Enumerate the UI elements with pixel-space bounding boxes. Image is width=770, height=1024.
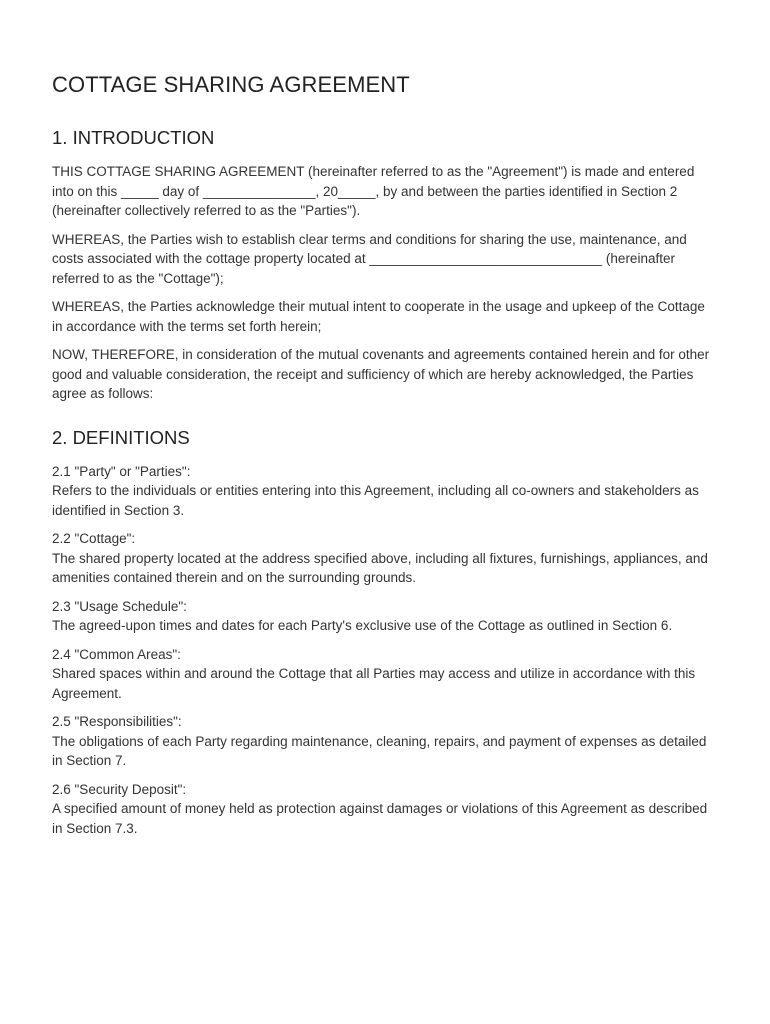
- definition-item: [52, 645, 718, 704]
- definition-term: 2.2 "Cottage":: [52, 531, 136, 546]
- definition-item: [52, 712, 718, 771]
- definition-term: 2.4 "Common Areas":: [52, 646, 181, 662]
- definition-item: [52, 462, 718, 521]
- definition-term: 2.6 "Security Deposit":: [52, 781, 187, 797]
- definition-item: [52, 780, 718, 839]
- introduction-heading: 1. INTRODUCTION: [52, 127, 215, 148]
- definition-body: The shared property located at the address specified above, including all fixtures, furnishings, appliances, and amenities contained therein and on the surrounding grounds.: [52, 550, 708, 585]
- definition-body: Refers to the individuals or entities entering into this Agreement, including all co-owners and stakeholders as identified in Section 3.: [52, 483, 699, 518]
- introduction-paragraph: THIS COTTAGE SHARING AGREEMENT (hereinafter referred to as the "Agreement") is made and entered into on this _____ day of _______________, 20_____, by and between the parties identified in Section 2 (hereinafter collectively referred to as the "Parties").: [52, 164, 695, 218]
- definitions-section: [52, 426, 718, 839]
- introduction-paragraph: WHEREAS, the Parties acknowledge their mutual intent to cooperate in the usage and upkeep of the Cottage in accordance with the terms set forth herein;: [52, 299, 705, 334]
- definition-term: 2.3 "Usage Schedule":: [52, 598, 187, 614]
- introduction-paragraph: NOW, THEREFORE, in consideration of the mutual covenants and agreements contained herein and for other good and valuable consideration, the receipt and sufficiency of which are hereby acknowledged, the Parties agree as follows:: [52, 347, 710, 401]
- definition-body: The agreed-upon times and dates for each Party's exclusive use of the Cottage as outlined in Section 6.: [52, 618, 673, 633]
- definitions-heading: 2. DEFINITIONS: [52, 426, 190, 448]
- definition-body: A specified amount of money held as protection against damages or violations of this Agreement as described in Section 7.3.: [52, 801, 708, 836]
- definition-body: Shared spaces within and around the Cottage that all Parties may access and utilize in accordance with this Agreement.: [52, 666, 696, 701]
- definition-term: 2.5 "Responsibilities":: [52, 714, 182, 729]
- document-title: COTTAGE SHARING AGREEMENT: [52, 72, 410, 97]
- introduction-paragraph: WHEREAS, the Parties wish to establish clear terms and conditions for sharing the use, maintenance, and costs associated with the cottage property located at _______________________________ (hereinafter referred to as the "Cottage");: [52, 231, 687, 286]
- definition-item: [52, 597, 718, 636]
- definition-body: The obligations of each Party regarding maintenance, cleaning, repairs, and payment of expenses as detailed in Section 7.: [52, 733, 707, 768]
- definition-item: [52, 529, 718, 588]
- definition-term: 2.1 "Party" or "Parties":: [52, 463, 191, 479]
- introduction-section: [52, 126, 718, 404]
